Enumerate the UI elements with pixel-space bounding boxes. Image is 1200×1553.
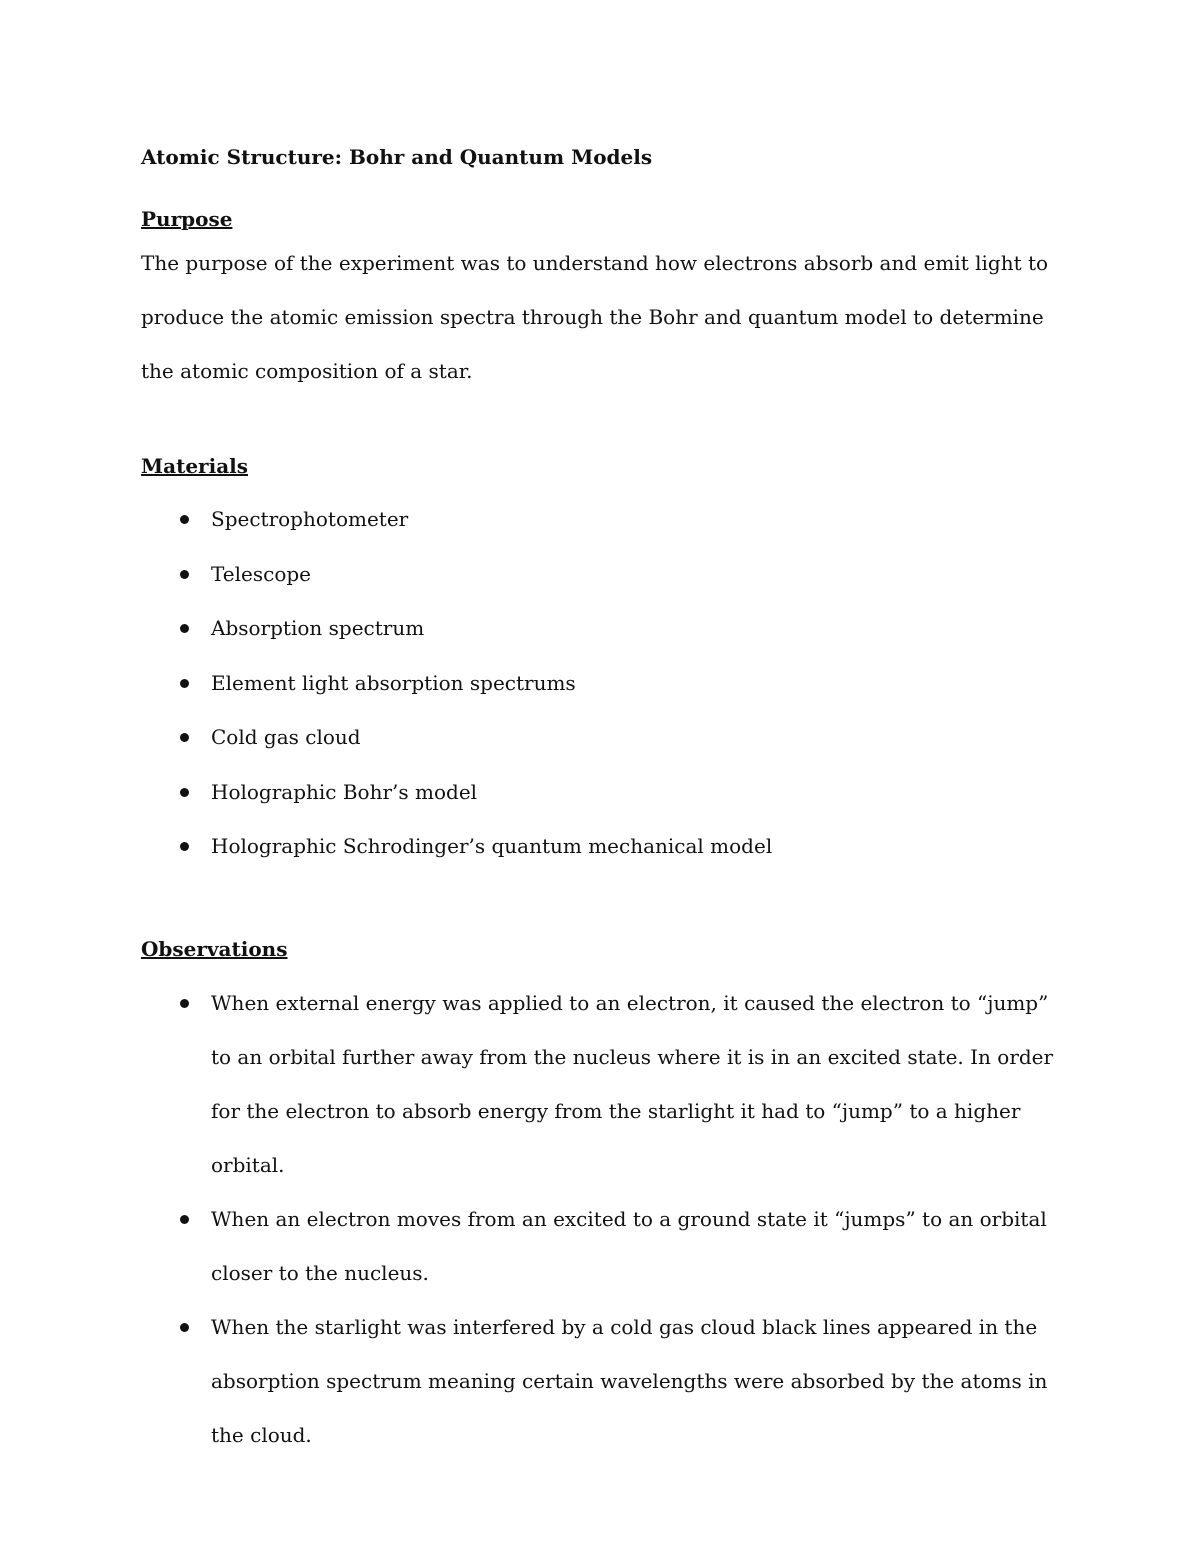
material-item-label: Absorption spectrum (211, 616, 425, 640)
material-item-label: Telescope (211, 561, 311, 586)
list-item (141, 976, 1061, 1192)
list-item (141, 601, 1061, 656)
observations-heading: Observations (141, 937, 288, 961)
observation-item-text: When an electron moves from an excited to a ground state it “jumps” to an orbital closer to the nucleus. (211, 1207, 1047, 1285)
bullet-icon (180, 1215, 189, 1224)
material-item-label: Spectrophotometer (211, 507, 409, 531)
bullet-icon (180, 679, 189, 688)
list-item (141, 656, 1061, 711)
material-item-label: Cold gas cloud (211, 725, 361, 749)
material-item-label: Holographic Bohr’s model (211, 779, 478, 804)
bullet-icon (180, 788, 189, 797)
purpose-text: The purpose of the experiment was to understand how electrons absorb and emit light to produce the atomic emission spectra through the Bohr and quantum model to determine the atomic composition of a star. (141, 251, 1049, 383)
purpose-heading: Purpose (141, 207, 233, 231)
bullet-icon (180, 1323, 189, 1332)
bullet-icon (180, 733, 189, 742)
bullet-icon (180, 624, 189, 633)
list-item (141, 1300, 1061, 1462)
list-item (141, 547, 1061, 602)
bullet-icon (180, 842, 189, 851)
observations-list (141, 976, 1061, 1462)
list-item (141, 765, 1061, 820)
materials-list (141, 492, 1061, 874)
document-title: Atomic Structure: Bohr and Quantum Models (141, 145, 653, 169)
list-item (141, 819, 1061, 874)
material-item-label: Element light absorption spectrums (211, 670, 576, 695)
material-item-label: Holographic Schrodinger’s quantum mechanical model (211, 834, 773, 858)
observation-item-text: When the starlight was interfered by a cold gas cloud black lines appeared in the absorption spectrum meaning certain wavelengths were absorbed by the atoms in the cloud. (211, 1315, 1048, 1447)
bullet-icon (180, 570, 189, 579)
observation-item-text: When external energy was applied to an electron, it caused the electron to “jump” to an orbital further away from the nucleus where it is in an excited state. In order for the electron to absorb energy from the starlight it had to “jump” to a higher orbital. (211, 991, 1054, 1177)
materials-heading: Materials (141, 454, 249, 478)
bullet-icon (180, 515, 189, 524)
list-item (141, 492, 1061, 547)
list-item (141, 710, 1061, 765)
list-item (141, 1192, 1061, 1300)
bullet-icon (180, 999, 189, 1008)
